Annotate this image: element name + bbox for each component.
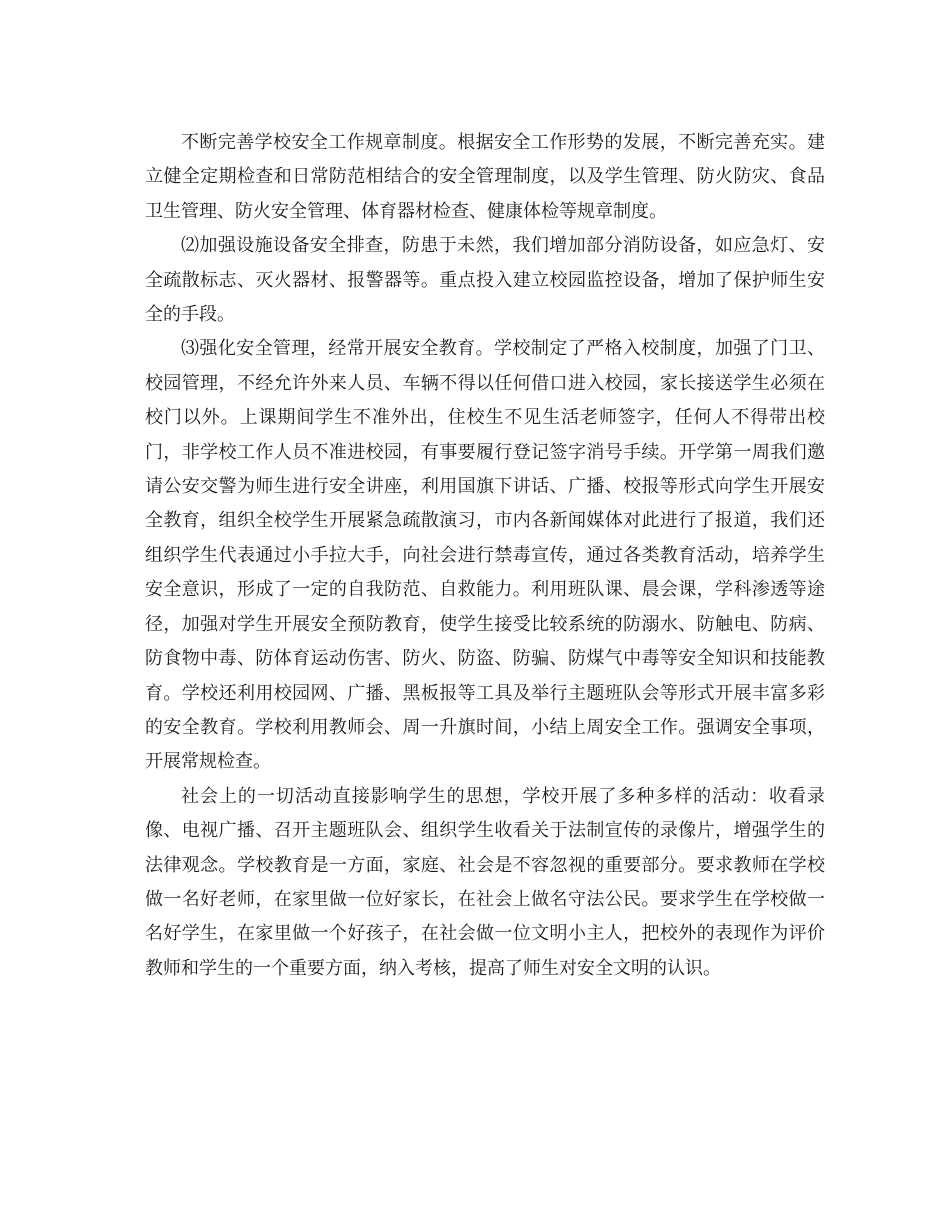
paragraph-facility-inspection: ⑵加强设施设备安全排查，防患于未然，我们增加部分消防设备，如应急灯、安全疏散标志、灭火器材、报警器等。重点投入建立校园监控设备，增加了保护师生安全的手段。 xyxy=(145,235,825,326)
document-body xyxy=(145,126,825,986)
paragraph-safety-rules: 不断完善学校安全工作规章制度。根据安全工作形势的发展，不断完善充实。建立健全定期检查和日常防范相结合的安全管理制度，以及学生管理、防火防灾、食品卫生管理、防火安全管理、体育器材检查、健康体检等规章制度。 xyxy=(145,132,825,222)
paragraph-social-activities: 社会上的一切活动直接影响学生的思想，学校开展了多种多样的活动：收看录像、电视广播、召开主题班队会、组织学生收看关于法制宣传的录像片，增强学生的法律观念。学校教育是一方面，家庭、社会是不容忽视的重要部分。要求教师在学校做一名好老师，在家里做一位好家长，在社会上做名守法公民。要求学生在学校做一名好学生，在家里做一个好孩子，在社会做一位文明小主人，把校外的表现作为评价教师和学生的一个重要方面，纳入考核，提高了师生对安全文明的认识。 xyxy=(145,785,825,979)
paragraph-safety-management: ⑶强化安全管理，经常开展安全教育。学校制定了严格入校制度，加强了门卫、校园管理，不经允许外来人员、车辆不得以任何借口进入校园，家长接送学生必须在校门以外。上课期间学生不准外出，住校生不见生活老师签字，任何人不得带出校门，非学校工作人员不准进校园，有事要履行登记签字消号手续。开学第一周我们邀请公安交警为师生进行安全讲座，利用国旗下讲话、广播、校报等形式向学生开展安全教育，组织全校学生开展紧急疏散演习，市内各新闻媒体对此进行了报道，我们还组织学生代表通过小手拉大手，向社会进行禁毒宣传，通过各类教育活动，培养学生安全意识，形成了一定的自我防范、自救能力。利用班队课、晨会课，学科渗透等途径，加强对学生开展安全预防教育，使学生接受比较系统的防溺水、防触电、防病、防食物中毒、防体育运动伤害、防火、防盗、防骗、防煤气中毒等安全知识和技能教育。学校还利用校园网、广播、黑板报等工具及举行主题班队会等形式开展丰富多彩的安全教育。学校利用教师会、周一升旗时间，小结上周安全工作。强调安全事项，开展常规检查。 xyxy=(145,338,825,773)
